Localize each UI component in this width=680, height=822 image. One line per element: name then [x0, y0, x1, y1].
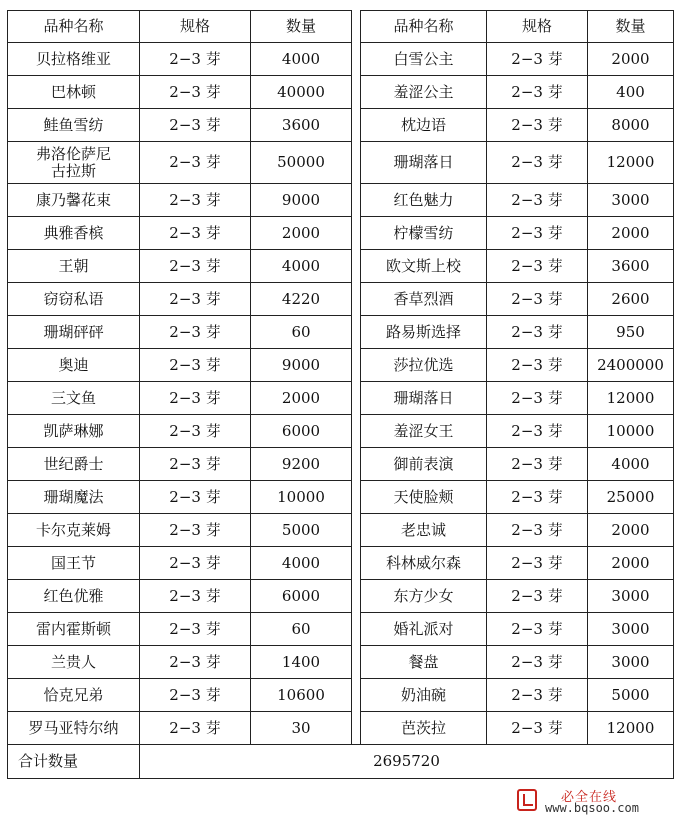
table-row [8, 76, 674, 109]
spec-cell: 2−3 芽 [487, 76, 588, 109]
variety-name-cell: 奶油碗 [361, 679, 487, 712]
column-gap [352, 448, 361, 481]
quantity-cell: 2000 [588, 217, 674, 250]
spec-cell: 2−3 芽 [140, 646, 251, 679]
spec-cell: 2−3 芽 [140, 448, 251, 481]
quantity-cell: 12000 [588, 712, 674, 745]
quantity-cell: 60 [251, 316, 352, 349]
variety-name-cell: 贝拉格维亚 [8, 43, 140, 76]
spec-cell: 2−3 芽 [487, 109, 588, 142]
quantity-cell: 50000 [251, 142, 352, 184]
variety-name-cell: 欧文斯上校 [361, 250, 487, 283]
table-row [8, 283, 674, 316]
spec-cell: 2−3 芽 [140, 184, 251, 217]
column-gap [352, 217, 361, 250]
header-cell: 数量 [251, 11, 352, 43]
column-gap [352, 11, 361, 43]
spec-cell: 2−3 芽 [487, 283, 588, 316]
variety-name-cell: 世纪爵士 [8, 448, 140, 481]
variety-name-cell: 凯萨琳娜 [8, 415, 140, 448]
column-gap [352, 349, 361, 382]
table-row [8, 349, 674, 382]
spec-cell: 2−3 芽 [140, 250, 251, 283]
variety-name-cell: 弗洛伦萨尼 古拉斯 [8, 142, 140, 184]
variety-name-cell: 恰克兄弟 [8, 679, 140, 712]
quantity-cell: 25000 [588, 481, 674, 514]
column-gap [352, 184, 361, 217]
table-row [8, 646, 674, 679]
variety-name-cell: 路易斯选择 [361, 316, 487, 349]
column-gap [352, 646, 361, 679]
table-row [8, 712, 674, 745]
spec-cell: 2−3 芽 [140, 613, 251, 646]
table-row [8, 415, 674, 448]
variety-name-cell: 枕边语 [361, 109, 487, 142]
variety-name-cell: 东方少女 [361, 580, 487, 613]
table-row [8, 481, 674, 514]
spec-cell: 2−3 芽 [140, 580, 251, 613]
quantity-cell: 5000 [588, 679, 674, 712]
spec-cell: 2−3 芽 [140, 514, 251, 547]
table-row [8, 514, 674, 547]
column-gap [352, 250, 361, 283]
table-row [8, 109, 674, 142]
spec-cell: 2−3 芽 [487, 415, 588, 448]
table-row [8, 448, 674, 481]
spec-cell: 2−3 芽 [140, 76, 251, 109]
table-row [8, 580, 674, 613]
variety-name-cell: 国王节 [8, 547, 140, 580]
spec-cell: 2−3 芽 [487, 514, 588, 547]
quantity-cell: 2000 [251, 217, 352, 250]
variety-name-cell: 柠檬雪纺 [361, 217, 487, 250]
variety-name-cell: 三文鱼 [8, 382, 140, 415]
total-value: 2695720 [140, 745, 674, 779]
quantity-cell: 3000 [588, 613, 674, 646]
variety-name-cell: 红色优雅 [8, 580, 140, 613]
column-gap [352, 679, 361, 712]
column-gap [352, 316, 361, 349]
variety-name-cell: 天使脸颊 [361, 481, 487, 514]
quantity-cell: 3600 [588, 250, 674, 283]
spec-cell: 2−3 芽 [140, 283, 251, 316]
spec-cell: 2−3 芽 [487, 217, 588, 250]
column-gap [352, 481, 361, 514]
variety-name-cell: 卡尔克莱姆 [8, 514, 140, 547]
quantity-cell: 3000 [588, 646, 674, 679]
spec-cell: 2−3 芽 [140, 712, 251, 745]
quantity-cell: 9000 [251, 349, 352, 382]
variety-name-cell: 珊瑚魔法 [8, 481, 140, 514]
spec-cell: 2−3 芽 [140, 316, 251, 349]
spec-cell: 2−3 芽 [487, 250, 588, 283]
spec-cell: 2−3 芽 [487, 646, 588, 679]
quantity-cell: 8000 [588, 109, 674, 142]
variety-name-cell: 康乃馨花束 [8, 184, 140, 217]
spec-cell: 2−3 芽 [487, 142, 588, 184]
spec-cell: 2−3 芽 [140, 349, 251, 382]
table-row [8, 142, 674, 184]
spec-cell: 2−3 芽 [140, 142, 251, 184]
column-gap [352, 382, 361, 415]
quantity-cell: 60 [251, 613, 352, 646]
table-row [8, 547, 674, 580]
quantity-cell: 10000 [588, 415, 674, 448]
spec-cell: 2−3 芽 [487, 547, 588, 580]
quantity-cell: 6000 [251, 415, 352, 448]
variety-name-cell: 典雅香槟 [8, 217, 140, 250]
column-gap [352, 142, 361, 184]
table-row [8, 184, 674, 217]
quantity-cell: 40000 [251, 76, 352, 109]
table-row [8, 382, 674, 415]
quantity-cell: 2000 [251, 382, 352, 415]
column-gap [352, 613, 361, 646]
total-label: 合计数量 [8, 745, 140, 779]
quantity-cell: 5000 [251, 514, 352, 547]
spec-cell: 2−3 芽 [487, 43, 588, 76]
total-row [8, 745, 674, 779]
spec-cell: 2−3 芽 [140, 382, 251, 415]
variety-name-cell: 红色魅力 [361, 184, 487, 217]
quantity-cell: 4000 [251, 250, 352, 283]
variety-name-cell: 鲑鱼雪纺 [8, 109, 140, 142]
spec-cell: 2−3 芽 [487, 349, 588, 382]
site-logo-icon [517, 789, 537, 811]
header-cell: 品种名称 [361, 11, 487, 43]
column-gap [352, 43, 361, 76]
column-gap [352, 415, 361, 448]
watermark-text: 必全在线 [561, 790, 618, 805]
table-row [8, 250, 674, 283]
header-cell: 规格 [140, 11, 251, 43]
quantity-cell: 4000 [588, 448, 674, 481]
quantity-cell: 10000 [251, 481, 352, 514]
spec-cell: 2−3 芽 [487, 184, 588, 217]
spec-cell: 2−3 芽 [487, 481, 588, 514]
watermark-url: www.bqsoo.com [545, 801, 639, 815]
spec-cell: 2−3 芽 [487, 613, 588, 646]
spec-cell: 2−3 芽 [140, 415, 251, 448]
spec-cell: 2−3 芽 [140, 217, 251, 250]
variety-name-cell: 珊瑚砰砰 [8, 316, 140, 349]
quantity-cell: 30 [251, 712, 352, 745]
variety-name-cell: 珊瑚落日 [361, 382, 487, 415]
variety-name-cell: 婚礼派对 [361, 613, 487, 646]
spec-cell: 2−3 芽 [140, 679, 251, 712]
column-gap [352, 514, 361, 547]
variety-name-cell: 莎拉优选 [361, 349, 487, 382]
variety-name-cell: 兰贵人 [8, 646, 140, 679]
header-cell: 数量 [588, 11, 674, 43]
variety-name-cell: 窃窃私语 [8, 283, 140, 316]
quantity-cell: 4220 [251, 283, 352, 316]
quantity-cell: 2000 [588, 43, 674, 76]
spec-cell: 2−3 芽 [487, 679, 588, 712]
header-cell: 规格 [487, 11, 588, 43]
spec-cell: 2−3 芽 [487, 382, 588, 415]
table-row [8, 217, 674, 250]
spec-cell: 2−3 芽 [487, 316, 588, 349]
column-gap [352, 76, 361, 109]
quantity-cell: 2000 [588, 547, 674, 580]
variety-name-cell: 羞涩公主 [361, 76, 487, 109]
quantity-cell: 10600 [251, 679, 352, 712]
quantity-cell: 9200 [251, 448, 352, 481]
variety-name-cell: 白雪公主 [361, 43, 487, 76]
table-row [8, 316, 674, 349]
quantity-cell: 400 [588, 76, 674, 109]
table-row [8, 613, 674, 646]
column-gap [352, 712, 361, 745]
column-gap [352, 109, 361, 142]
quantity-cell: 12000 [588, 382, 674, 415]
variety-name-cell: 罗马亚特尔纳 [8, 712, 140, 745]
spec-cell: 2−3 芽 [140, 481, 251, 514]
variety-name-cell: 老忠诚 [361, 514, 487, 547]
quantity-cell: 3000 [588, 184, 674, 217]
table-row [8, 679, 674, 712]
quantity-cell: 12000 [588, 142, 674, 184]
spec-cell: 2−3 芽 [140, 43, 251, 76]
variety-name-cell: 珊瑚落日 [361, 142, 487, 184]
quantity-cell: 2400000 [588, 349, 674, 382]
header-cell: 品种名称 [8, 11, 140, 43]
variety-name-cell: 御前表演 [361, 448, 487, 481]
quantity-cell: 4000 [251, 547, 352, 580]
variety-name-cell: 餐盘 [361, 646, 487, 679]
variety-name-cell: 香草烈酒 [361, 283, 487, 316]
variety-name-cell: 羞涩女王 [361, 415, 487, 448]
quantity-cell: 2000 [588, 514, 674, 547]
variety-name-cell: 奥迪 [8, 349, 140, 382]
quantity-cell: 3600 [251, 109, 352, 142]
header-row [8, 11, 674, 43]
spec-cell: 2−3 芽 [487, 712, 588, 745]
variety-name-cell: 科林威尔森 [361, 547, 487, 580]
variety-name-cell: 王朝 [8, 250, 140, 283]
quantity-cell: 2600 [588, 283, 674, 316]
spec-cell: 2−3 芽 [487, 580, 588, 613]
column-gap [352, 283, 361, 316]
variety-name-cell: 芭茨拉 [361, 712, 487, 745]
quantity-cell: 1400 [251, 646, 352, 679]
quantity-cell: 6000 [251, 580, 352, 613]
quantity-cell: 9000 [251, 184, 352, 217]
variety-name-cell: 巴林顿 [8, 76, 140, 109]
table-row [8, 43, 674, 76]
quantity-cell: 950 [588, 316, 674, 349]
column-gap [352, 580, 361, 613]
spec-cell: 2−3 芽 [487, 448, 588, 481]
quantity-cell: 3000 [588, 580, 674, 613]
spec-cell: 2−3 芽 [140, 109, 251, 142]
rose-variety-table [7, 10, 674, 779]
site-watermark [517, 786, 677, 816]
column-gap [352, 547, 361, 580]
spec-cell: 2−3 芽 [140, 547, 251, 580]
quantity-cell: 4000 [251, 43, 352, 76]
variety-name-cell: 雷内霍斯顿 [8, 613, 140, 646]
